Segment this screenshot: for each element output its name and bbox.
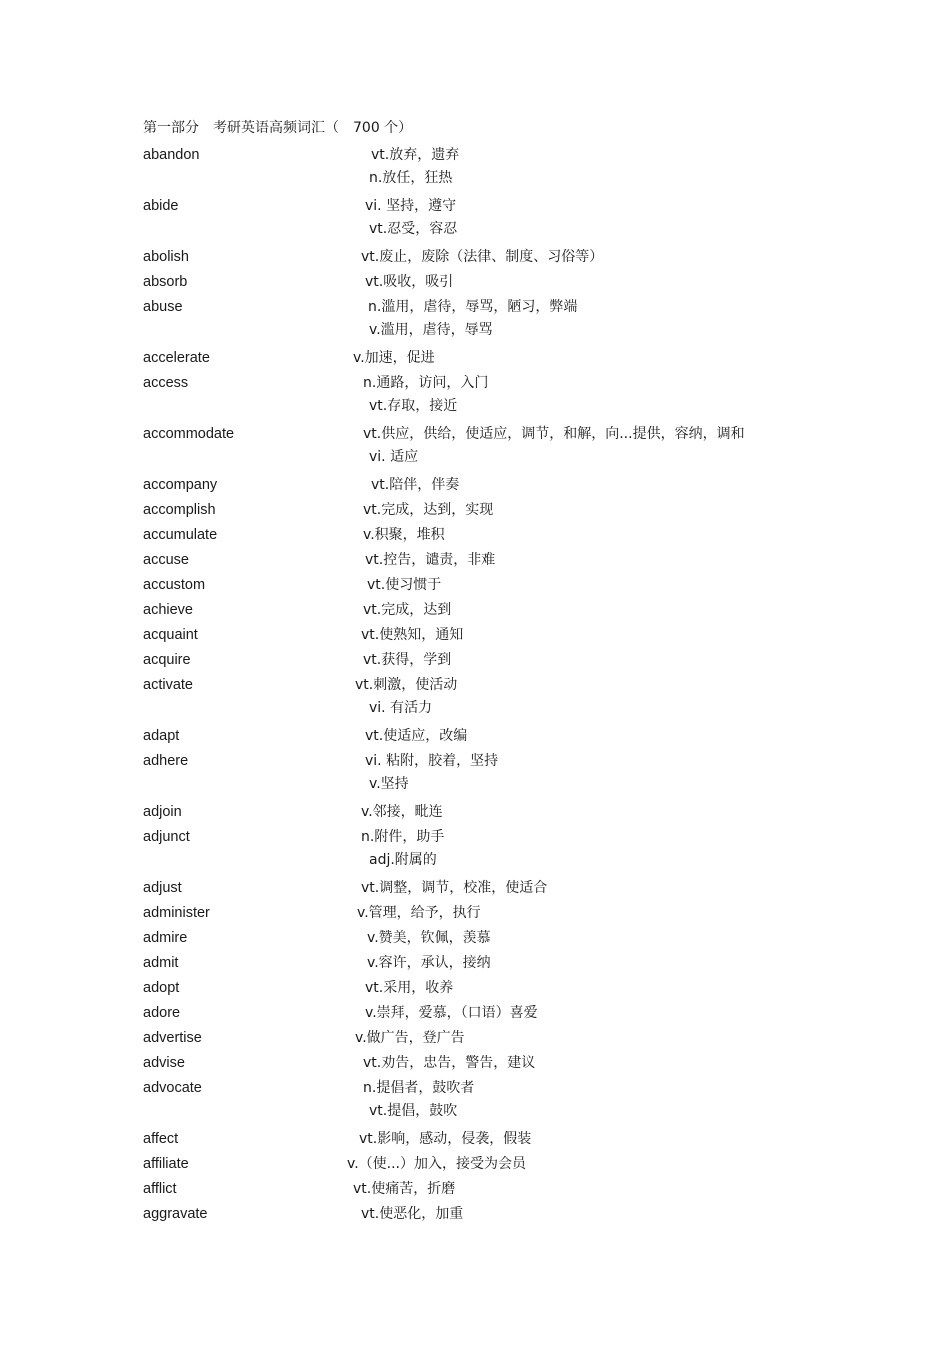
vocab-word: adjunct (143, 829, 190, 845)
vocab-definition: v.加速，促进 (353, 350, 435, 366)
vocab-definition: vi. 有活力 (369, 700, 433, 716)
vocab-definition: vt.调整，调节，校准，使适合 (361, 880, 548, 896)
vocab-definition: vt.陪伴，伴奏 (371, 477, 460, 493)
vocab-word: accumulate (143, 527, 218, 543)
vocab-definition: v.积聚，堆积 (363, 527, 445, 543)
vocab-definition: v.容许，承认，接纳 (367, 955, 491, 971)
vocab-word: adhere (143, 753, 189, 769)
vocab-definition: vi. 粘附，胶着，坚持 (365, 753, 499, 769)
vocab-definition: vt.使痛苦，折磨 (353, 1181, 456, 1197)
vocab-word: accustom (143, 577, 206, 593)
vocab-word: accomplish (143, 502, 216, 518)
vocab-word: aggravate (143, 1206, 208, 1222)
vocab-word: accommodate (143, 426, 235, 442)
vocab-definition: vt.使恶化，加重 (361, 1206, 464, 1222)
vocab-definition: adj.附属的 (369, 852, 437, 868)
vocab-word: acquire (143, 652, 191, 668)
section-heading: 第一部分 考研英语高频词汇（ 700 个） (143, 120, 413, 136)
vocab-word: advocate (143, 1080, 202, 1096)
vocab-word: administer (143, 905, 210, 921)
vocab-definition: vt.刺激，使活动 (355, 677, 458, 693)
vocab-word: abandon (143, 147, 200, 163)
vocab-word: affiliate (143, 1156, 189, 1172)
vocab-definition: v.做广告，登广告 (355, 1030, 465, 1046)
vocab-definition: vt.放弃，遗弃 (371, 147, 460, 163)
vocab-definition: vt.提倡，鼓吹 (369, 1103, 458, 1119)
vocab-word: absorb (143, 274, 188, 290)
vocab-definition: vt.影响，感动，侵袭，假装 (359, 1131, 532, 1147)
vocab-definition: v.管理，给予，执行 (357, 905, 481, 921)
vocab-word: adore (143, 1005, 181, 1021)
vocab-definition: v.滥用，虐待，辱骂 (369, 322, 493, 338)
vocab-word: advertise (143, 1030, 202, 1046)
vocab-word: acquaint (143, 627, 198, 643)
vocab-word: adapt (143, 728, 180, 744)
vocab-definition: vt.控告，谴责，非难 (365, 552, 496, 568)
vocab-definition: n.放任，狂热 (369, 170, 453, 186)
vocab-word: abide (143, 198, 179, 214)
vocab-definition: v.崇拜，爱慕，（口语）喜爱 (365, 1005, 538, 1021)
vocab-word: achieve (143, 602, 193, 618)
vocab-definition: vi. 坚持，遵守 (365, 198, 457, 214)
vocab-word: accompany (143, 477, 218, 493)
vocab-word: adjoin (143, 804, 182, 820)
vocab-word: advise (143, 1055, 185, 1071)
vocab-word: activate (143, 677, 193, 693)
vocab-definition: vt.完成，达到 (363, 602, 452, 618)
vocab-definition: vt.吸收，吸引 (365, 274, 454, 290)
vocab-word: abolish (143, 249, 189, 265)
vocab-definition: vt.使熟知，通知 (361, 627, 464, 643)
vocab-definition: vt.获得，学到 (363, 652, 452, 668)
vocab-definition: vt.使习惯于 (367, 577, 442, 593)
vocab-definition: vi. 适应 (369, 449, 419, 465)
vocab-definition: n.提倡者，鼓吹者 (363, 1080, 475, 1096)
vocab-word: affect (143, 1131, 179, 1147)
vocab-definition: n.通路，访问，入门 (363, 375, 489, 391)
vocab-word: adjust (143, 880, 182, 896)
vocab-definition: vt.采用，收养 (365, 980, 454, 996)
vocab-word: adopt (143, 980, 180, 996)
vocab-definition: vt.劝告，忠告，警告，建议 (363, 1055, 536, 1071)
vocab-definition: v.坚持 (369, 776, 409, 792)
vocab-definition: vt.废止，废除（法律、制度、习俗等） (361, 249, 604, 265)
vocab-definition: vt.忍受，容忍 (369, 221, 458, 237)
vocab-definition: v.赞美，钦佩，羡慕 (367, 930, 491, 946)
vocab-word: accelerate (143, 350, 210, 366)
vocab-word: accuse (143, 552, 189, 568)
vocab-word: admit (143, 955, 179, 971)
vocab-definition: v.邻接，毗连 (361, 804, 443, 820)
vocab-definition: v.（使...）加入，接受为会员 (347, 1156, 526, 1172)
vocab-word: afflict (143, 1181, 177, 1197)
vocab-definition: vt.使适应，改编 (365, 728, 468, 744)
vocab-word: access (143, 375, 189, 391)
vocab-definition: n.滥用，虐待，辱骂，陋习，弊端 (368, 299, 578, 315)
vocab-definition: vt.完成，达到，实现 (363, 502, 494, 518)
vocab-definition: vt.存取，接近 (369, 398, 458, 414)
vocab-definition: vt.供应，供给，使适应，调节，和解，向...提供，容纳，调和 (363, 426, 745, 442)
vocab-word: abuse (143, 299, 183, 315)
vocab-definition: n.附件，助手 (361, 829, 445, 845)
vocab-word: admire (143, 930, 188, 946)
